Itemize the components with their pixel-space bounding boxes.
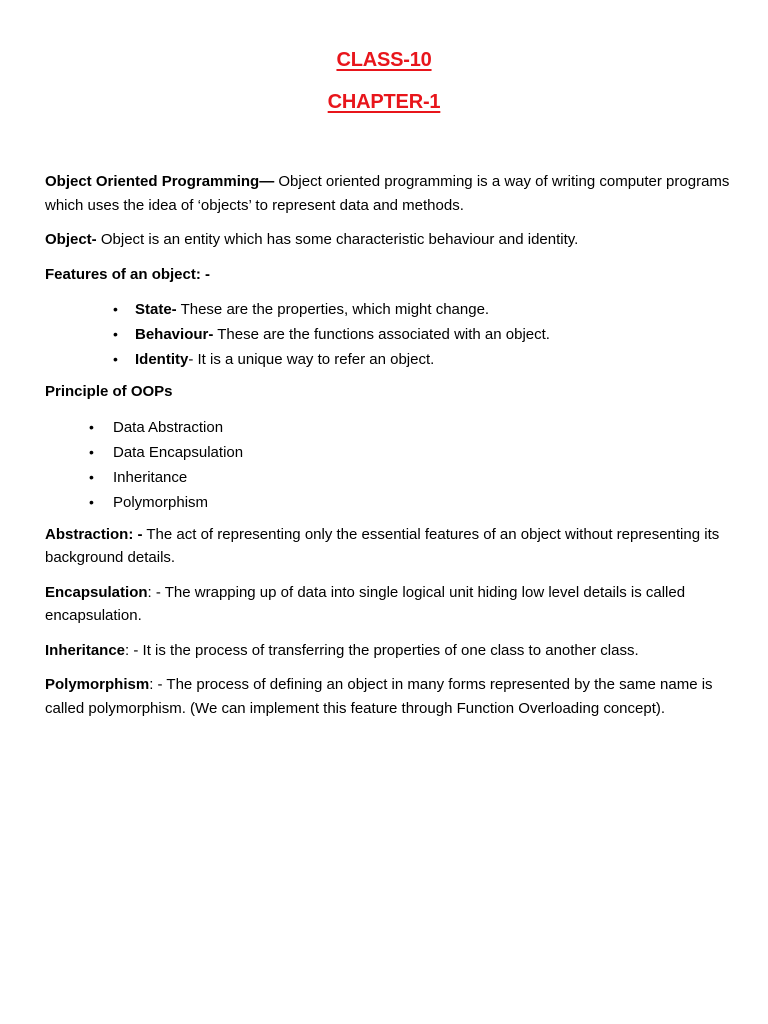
polymorphism-term: Polymorphism [45, 676, 150, 693]
abstraction-definition [45, 523, 735, 570]
oop-term: Object Oriented Programming— [45, 173, 275, 190]
principle-text: Data Encapsulation [113, 443, 244, 461]
features-list [45, 297, 735, 372]
object-term: Object- [45, 231, 97, 248]
principles-list [45, 415, 735, 515]
document-body [45, 170, 735, 731]
abstraction-term: Abstraction: - [45, 525, 143, 543]
encapsulation-text: : - The wrapping up of data into single logical unit hiding low level details is called encapsulation. [45, 583, 686, 624]
object-definition [45, 228, 735, 252]
principle-text: Polymorphism [113, 493, 209, 511]
principles-heading: Principle of OOPs [45, 383, 173, 400]
list-item [45, 347, 735, 372]
encapsulation-definition [45, 581, 735, 628]
feature-term: Identity [135, 351, 189, 368]
feature-text: These are the functions associated with an object. [213, 326, 550, 343]
oop-text: Object oriented programming is a way of writing computer programs which uses the idea of ‘objects’ to represent data and methods. [45, 173, 730, 214]
bullet-icon: • [89, 418, 94, 435]
abstraction-text: The act of representing only the essential features of an object without representing its background details. [45, 525, 720, 566]
document-title: CLASS-10 [336, 49, 432, 71]
object-text: Object is an entity which has some characteristic behaviour and identity. [96, 231, 579, 248]
inheritance-term: Inheritance [45, 641, 126, 659]
list-item [45, 415, 735, 440]
polymorphism-text: : - The process of defining an object in many forms represented by the same name is called polymorphism. (We can implement this feature through Function Overloading concept). [45, 676, 713, 717]
bullet-icon: • [113, 301, 118, 317]
list-item [45, 465, 735, 490]
document-subtitle: CHAPTER-1 [327, 91, 441, 113]
list-item [45, 297, 735, 322]
bullet-icon: • [89, 443, 94, 460]
inheritance-definition [45, 639, 735, 663]
features-heading: Features of an object: - [45, 265, 211, 283]
bullet-icon: • [113, 351, 118, 367]
oop-definition [45, 170, 735, 217]
encapsulation-term: Encapsulation [45, 583, 148, 601]
list-item [45, 440, 735, 465]
feature-text: - It is a unique way to refer an object. [188, 351, 435, 368]
list-item [45, 322, 735, 347]
list-item [45, 490, 735, 515]
inheritance-text: : - It is the process of transferring the properties of one class to another class. [125, 641, 639, 659]
bullet-icon: • [113, 326, 118, 342]
polymorphism-definition [45, 673, 735, 720]
bullet-icon: • [89, 493, 94, 510]
feature-term: Behaviour- [135, 326, 214, 343]
principle-text: Data Abstraction [113, 418, 224, 436]
bullet-icon: • [89, 468, 94, 485]
principle-text: Inheritance [113, 468, 188, 486]
feature-text: These are the properties, which might change. [176, 301, 490, 318]
feature-term: State- [135, 301, 177, 318]
